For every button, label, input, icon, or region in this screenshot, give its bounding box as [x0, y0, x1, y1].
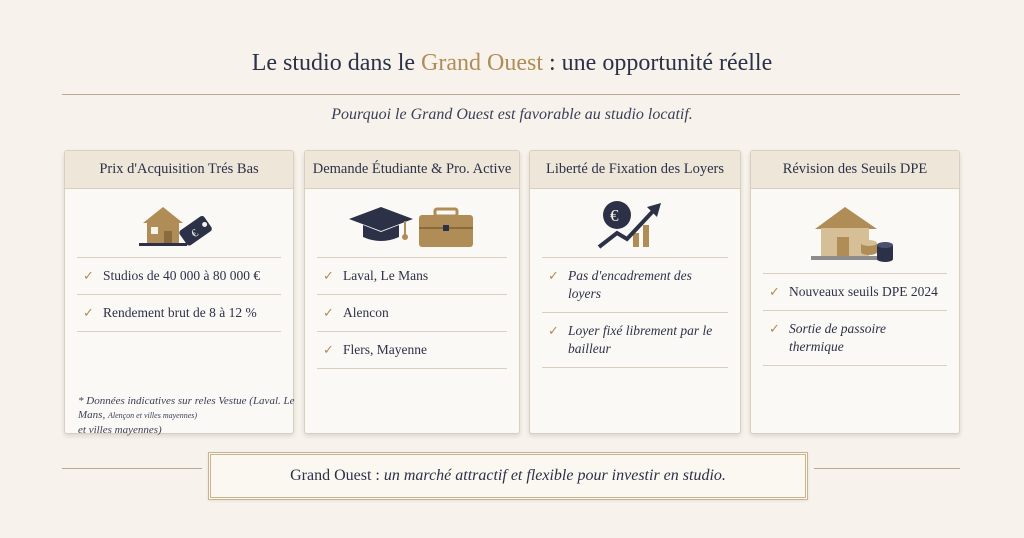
card-rent-freedom — [529, 150, 741, 434]
page-title — [0, 50, 1024, 77]
page-subtitle: Pourquoi le Grand Ouest est favorable au studio locatif. — [331, 106, 693, 123]
house-coins-icon — [751, 195, 959, 273]
check-icon: ✓ — [83, 268, 94, 283]
title-part1: Le studio dans le — [251, 50, 416, 76]
card-dpe — [750, 150, 960, 434]
check-icon: ✓ — [323, 342, 334, 357]
list-item: ✓ Laval, Le Mans — [317, 258, 507, 295]
list-item: ✓ Flers, Mayenne — [317, 332, 507, 369]
footnote: * Données indicatives sur reles Vestue (Laval. Le Mans, Alençon et villes mayennes) et villes mayennes) — [78, 395, 295, 436]
euro-growth-chart-icon — [530, 195, 740, 257]
house-price-tag-icon — [65, 195, 293, 257]
list-item: ✓ Loyer fixé librement par le bailleur — [542, 313, 728, 368]
list-item: ✓ Rendement brut de 8 à 12 % — [77, 295, 281, 332]
card-title: Demande Étudiante & Pro. Active — [305, 151, 519, 189]
title-part2: : une opportunité réelle — [549, 50, 773, 76]
card-acquisition — [64, 150, 294, 434]
banner-text: un marché attractif et flexible pour investir en studio. — [383, 467, 726, 484]
card-title: Liberté de Fixation des Loyers — [530, 151, 740, 189]
graduation-cap-briefcase-icon — [305, 195, 519, 257]
check-icon: ✓ — [769, 284, 780, 299]
check-icon: ✓ — [769, 321, 780, 336]
conclusion-banner — [208, 452, 808, 500]
card-demand — [304, 150, 520, 434]
check-icon: ✓ — [83, 305, 94, 320]
banner-divider-left — [62, 468, 202, 469]
list-item: ✓ Nouveaux seuils DPE 2024 — [763, 274, 947, 311]
check-icon: ✓ — [323, 268, 334, 283]
svg-text:€: € — [189, 227, 201, 241]
title-divider — [62, 94, 960, 95]
title-accent: Grand Ouest — [421, 50, 543, 76]
check-icon: ✓ — [548, 268, 559, 283]
card-title: Prix d'Acquisition Trés Bas — [65, 151, 293, 189]
list-item: ✓ Alencon — [317, 295, 507, 332]
check-icon: ✓ — [548, 323, 559, 338]
list-item: ✓ Pas d'encadrement des loyers — [542, 258, 728, 313]
card-title: Révision des Seuils DPE — [751, 151, 959, 189]
list-item: ✓ Studios de 40 000 à 80 000 € — [77, 258, 281, 295]
banner-strong: Grand Ouest : — [290, 467, 380, 484]
svg-text:€: € — [610, 206, 619, 225]
banner-divider-right — [814, 468, 960, 469]
list-item: ✓ Sortie de passoire thermique — [763, 311, 947, 366]
check-icon: ✓ — [323, 305, 334, 320]
